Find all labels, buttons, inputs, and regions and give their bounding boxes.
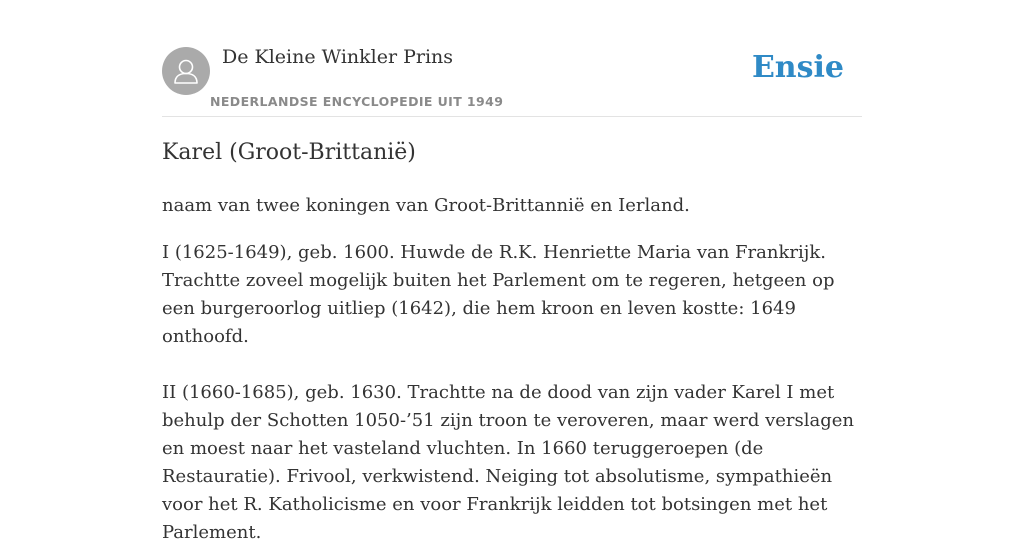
source-subtitle: NEDERLANDSE ENCYCLOPEDIE UIT 1949: [210, 94, 504, 109]
source-header: [162, 0, 862, 117]
article-title: Karel (Groot-Brittanië): [162, 140, 416, 165]
article-paragraph-karel-ii: II (1660-1685), geb. 1630. Trachtte na de dood van zijn vader Karel I met behulp der Schotten 1050-’51 zijn troon te veroveren, maar werd verslagen en moest naar het vasteland vluchten. In 1660 teruggeroepen (de Restauratie). Frivool, verkwistend. Neiging tot absolutisme, sympathieën voor het R. Katholicisme en voor Frankrijk leidden tot botsingen met het Parlement.: [162, 382, 855, 543]
person-icon: [162, 47, 210, 95]
user-avatar-icon[interactable]: [162, 47, 210, 95]
article-body: [162, 192, 862, 547]
article-paragraph-intro: naam van twee koningen van Groot-Brittannië en Ierland.: [162, 195, 690, 216]
brand-logo[interactable]: Ensie: [751, 50, 844, 85]
source-title-link[interactable]: De Kleine Winkler Prins: [222, 46, 454, 68]
article-paragraph-karel-i: I (1625-1649), geb. 1600. Huwde de R.K. Henriette Maria van Frankrijk. Trachtte zoveel mogelijk buiten het Parlement om te regeren, hetgeen op een burgeroorlog uitliep (1642), die hem kroon en leven kostte: 1649 onthoofd.: [162, 242, 835, 347]
